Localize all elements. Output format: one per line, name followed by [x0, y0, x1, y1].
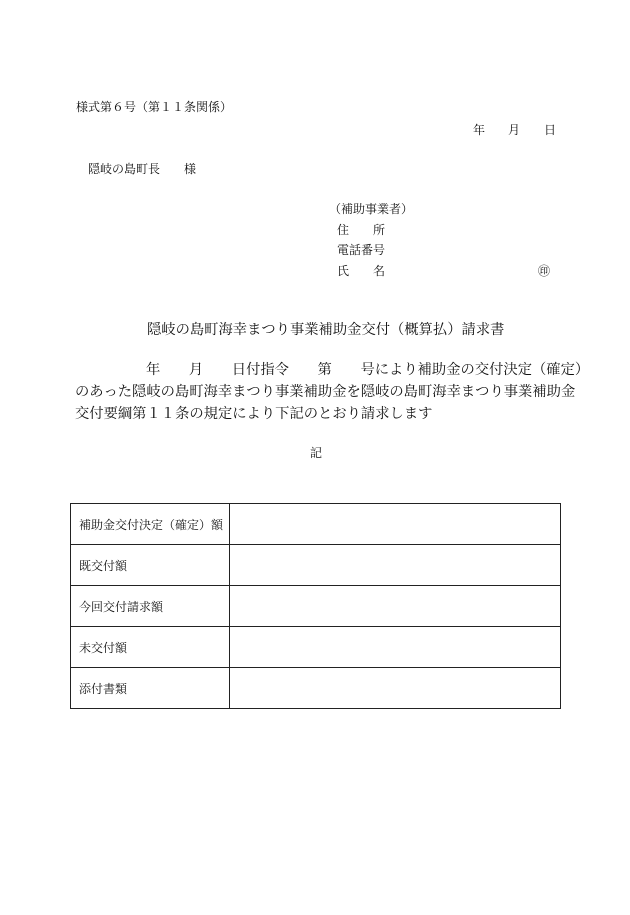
row-label: 補助金交付決定（確定）額: [71, 504, 230, 545]
form-number: 様式第６号（第１１条関係）: [76, 100, 233, 114]
table-row: [71, 545, 561, 586]
seal-mark: ㊞: [538, 264, 551, 278]
row-label: 添付書類: [71, 668, 230, 709]
row-value: [230, 586, 561, 627]
table-row: [71, 668, 561, 709]
row-label: 今回交付請求額: [71, 586, 230, 627]
table-row: [71, 586, 561, 627]
row-value: [230, 504, 561, 545]
date-day: 日: [544, 123, 557, 137]
ki-heading: 記: [310, 446, 323, 460]
applicant-heading: （補助事業者）: [329, 202, 414, 216]
address-label: 住 所: [337, 223, 386, 237]
name-label: 氏 名: [337, 264, 386, 278]
body-line-2: のあった隠岐の島町海幸まつり事業補助金を隠岐の島町海幸まつり事業補助金: [75, 384, 576, 400]
date-year: 年: [473, 123, 486, 137]
document-title: 隠岐の島町海幸まつり事業補助金交付（概算払）請求書: [147, 322, 505, 338]
table-row: [71, 504, 561, 545]
body-line-3: 交付要綱第１１条の規定により下記のとおり請求します: [75, 406, 433, 422]
row-label: 既交付額: [71, 545, 230, 586]
row-label: 未交付額: [71, 627, 230, 668]
request-table: [70, 503, 561, 709]
phone-label: 電話番号: [337, 243, 386, 257]
row-value: [230, 545, 561, 586]
addressee: 隠岐の島町長 様: [88, 162, 197, 176]
table-row: [71, 627, 561, 668]
row-value: [230, 668, 561, 709]
body-line-1: 年 月 日付指令 第 号により補助金の交付決定（確定）: [146, 362, 590, 378]
date-month: 月: [508, 123, 521, 137]
row-value: [230, 627, 561, 668]
